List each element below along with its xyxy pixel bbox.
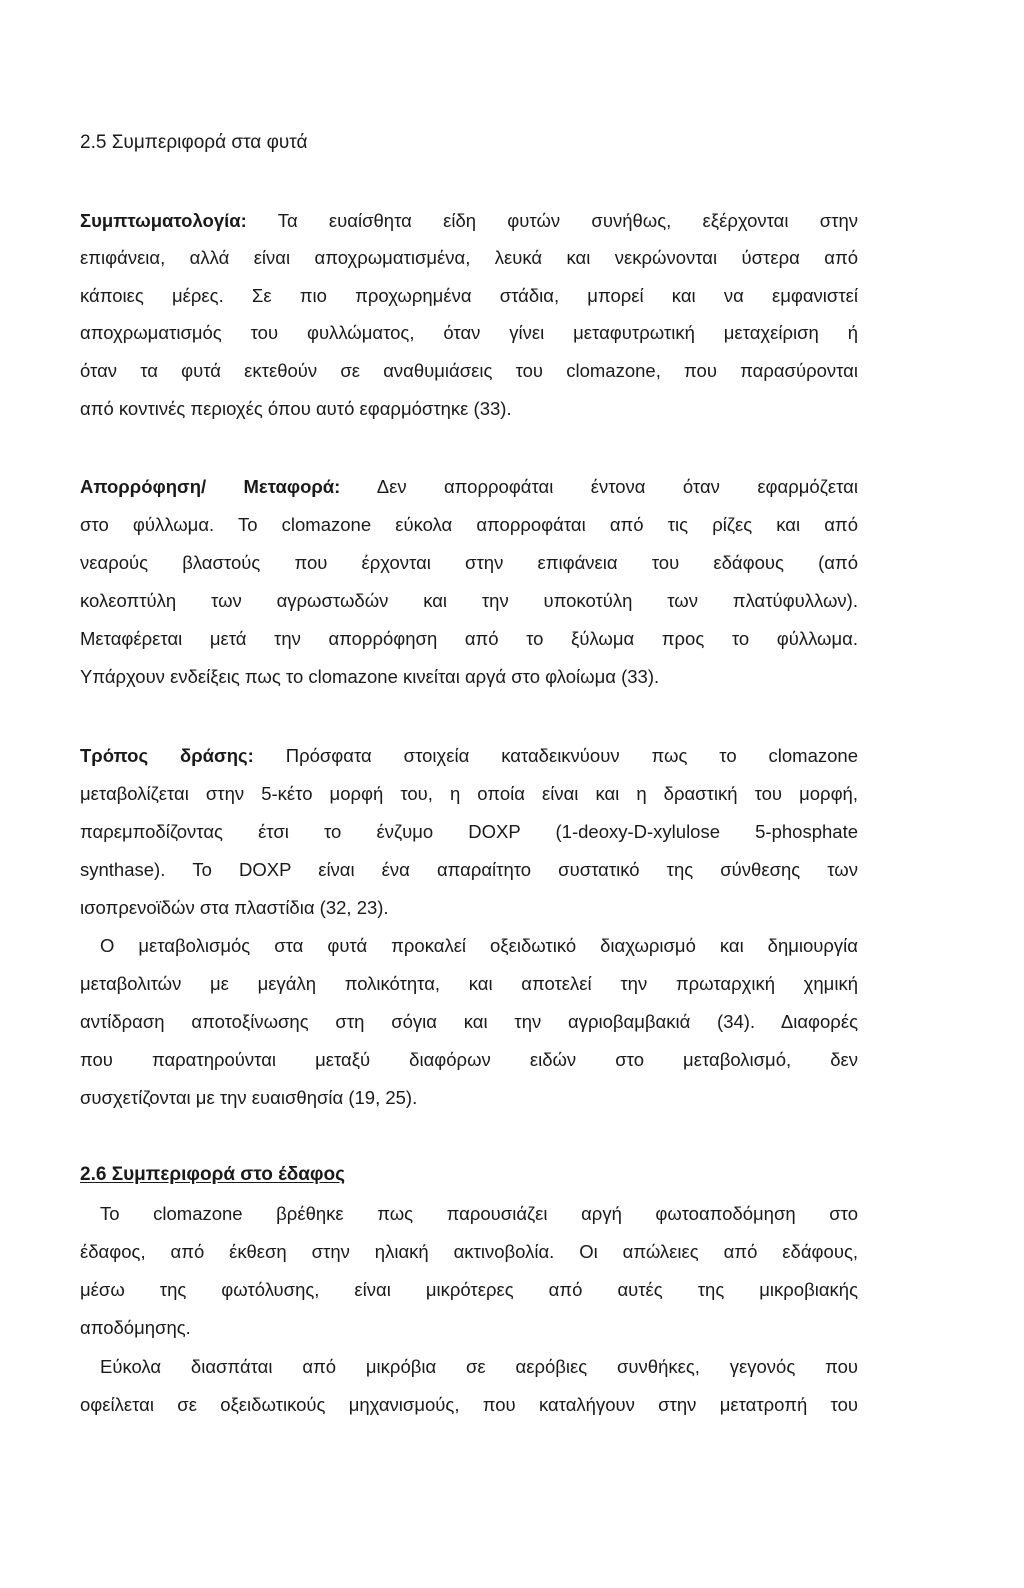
mode-of-action-line-5: ισοπρενοϊδών στα πλαστίδια (32, 23).: [80, 897, 389, 918]
soil-p1-line-3: μέσω της φωτόλυσης, είναι μικρότερες από αυτές της μικροβιακής: [80, 1279, 858, 1300]
metabolism-line-5: συσχετίζονται με την ευαισθησία (19, 25).: [80, 1087, 418, 1108]
absorption-line-1: [80, 476, 858, 498]
absorption-line-3: νεαρούς βλαστούς που έρχονται στην επιφάνεια του εδάφους (από: [80, 552, 858, 573]
absorption-line-6: Υπάρχουν ενδείξεις πως το clomazone κινείται αργά στο φλοίωμα (33).: [80, 666, 660, 687]
absorption-text-1: Δεν απορροφάται έντονα όταν εφαρμόζεται: [340, 476, 858, 497]
symptoms-line-3: κάποιες μέρες. Σε πιο προχωρημένα στάδια, μπορεί και να εμφανιστεί: [80, 285, 858, 306]
mode-of-action-line-3: παρεμποδίζοντας έτσι το ένζυμο DOXP (1-deoxy-D-xylulose 5-phosphate: [80, 821, 858, 842]
absorption-label: Απορρόφηση/ Μεταφορά:: [80, 476, 341, 497]
absorption-line-4: κολεοπτύλη των αγρωστωδών και την υποκοτύλη των πλατύφυλλων).: [80, 590, 858, 611]
section-2-6-heading: 2.6 Συμπεριφορά στο έδαφος: [80, 1164, 345, 1185]
soil-p1-line-2: έδαφος, από έκθεση στην ηλιακή ακτινοβολία. Οι απώλειες από εδάφους,: [80, 1241, 858, 1262]
mode-of-action-line-4: synthase). Το DOXP είναι ένα απαραίτητο συστατικό της σύνθεσης των: [80, 859, 858, 880]
mode-of-action-text-1: Πρόσφατα στοιχεία καταδεικνύουν πως το clomazone: [253, 745, 858, 766]
absorption-line-5: Μεταφέρεται μετά την απορρόφηση από το ξύλωμα προς το φύλλωμα.: [80, 628, 858, 649]
section-2-5-heading: 2.5 Συμπεριφορά στα φυτά: [80, 132, 308, 153]
absorption-line-2: στο φύλλωμα. Το clomazone εύκολα απορροφάται από τις ρίζες και από: [80, 514, 858, 535]
mode-of-action-line-2: μεταβολίζεται στην 5-κέτο μορφή του, η οποία είναι και η δραστική του μορφή,: [80, 783, 858, 804]
mode-of-action-line-1: [80, 745, 858, 767]
symptoms-line-4: αποχρωματισμός του φυλλώματος, όταν γίνει μεταφυτρωτική μεταχείριση ή: [80, 322, 858, 343]
symptoms-text-1: Τα ευαίσθητα είδη φυτών συνήθως, εξέρχονται στην: [246, 210, 858, 231]
soil-p2-line-2: οφείλεται σε οξειδωτικούς μηχανισμούς, που καταλήγουν στην μετατροπή του: [80, 1394, 858, 1415]
metabolism-line-3: αντίδραση αποτοξίνωσης στη σόγια και την αγριοβαμβακιά (34). Διαφορές: [80, 1011, 858, 1032]
soil-p1-line-1: Το clomazone βρέθηκε πως παρουσιάζει αργή φωτοαποδόμηση στο: [100, 1203, 858, 1224]
soil-p2-line-1: Εύκολα διασπάται από μικρόβια σε αερόβιες συνθήκες, γεγονός που: [100, 1356, 858, 1377]
metabolism-line-1: Ο μεταβολισμός στα φυτά προκαλεί οξειδωτικό διαχωρισμό και δημιουργία: [100, 935, 858, 956]
metabolism-line-4: που παρατηρούνται μεταξύ διαφόρων ειδών στο μεταβολισμό, δεν: [80, 1049, 858, 1070]
symptoms-line-5: όταν τα φυτά εκτεθούν σε αναθυμιάσεις του clomazone, που παρασύρονται: [80, 360, 858, 381]
symptoms-line-1: [80, 210, 858, 232]
symptoms-line-6: από κοντινές περιοχές όπου αυτό εφαρμόστηκε (33).: [80, 398, 512, 419]
soil-p1-line-4: αποδόμησης.: [80, 1317, 191, 1338]
symptoms-label: Συμπτωματολογία:: [80, 210, 247, 231]
metabolism-line-2: μεταβολιτών με μεγάλη πολικότητα, και αποτελεί την πρωταρχική χημική: [80, 973, 858, 994]
symptoms-line-2: επιφάνεια, αλλά είναι αποχρωματισμένα, λευκά και νεκρώνονται ύστερα από: [80, 247, 858, 268]
mode-of-action-label: Τρόπος δράσης:: [80, 745, 254, 766]
